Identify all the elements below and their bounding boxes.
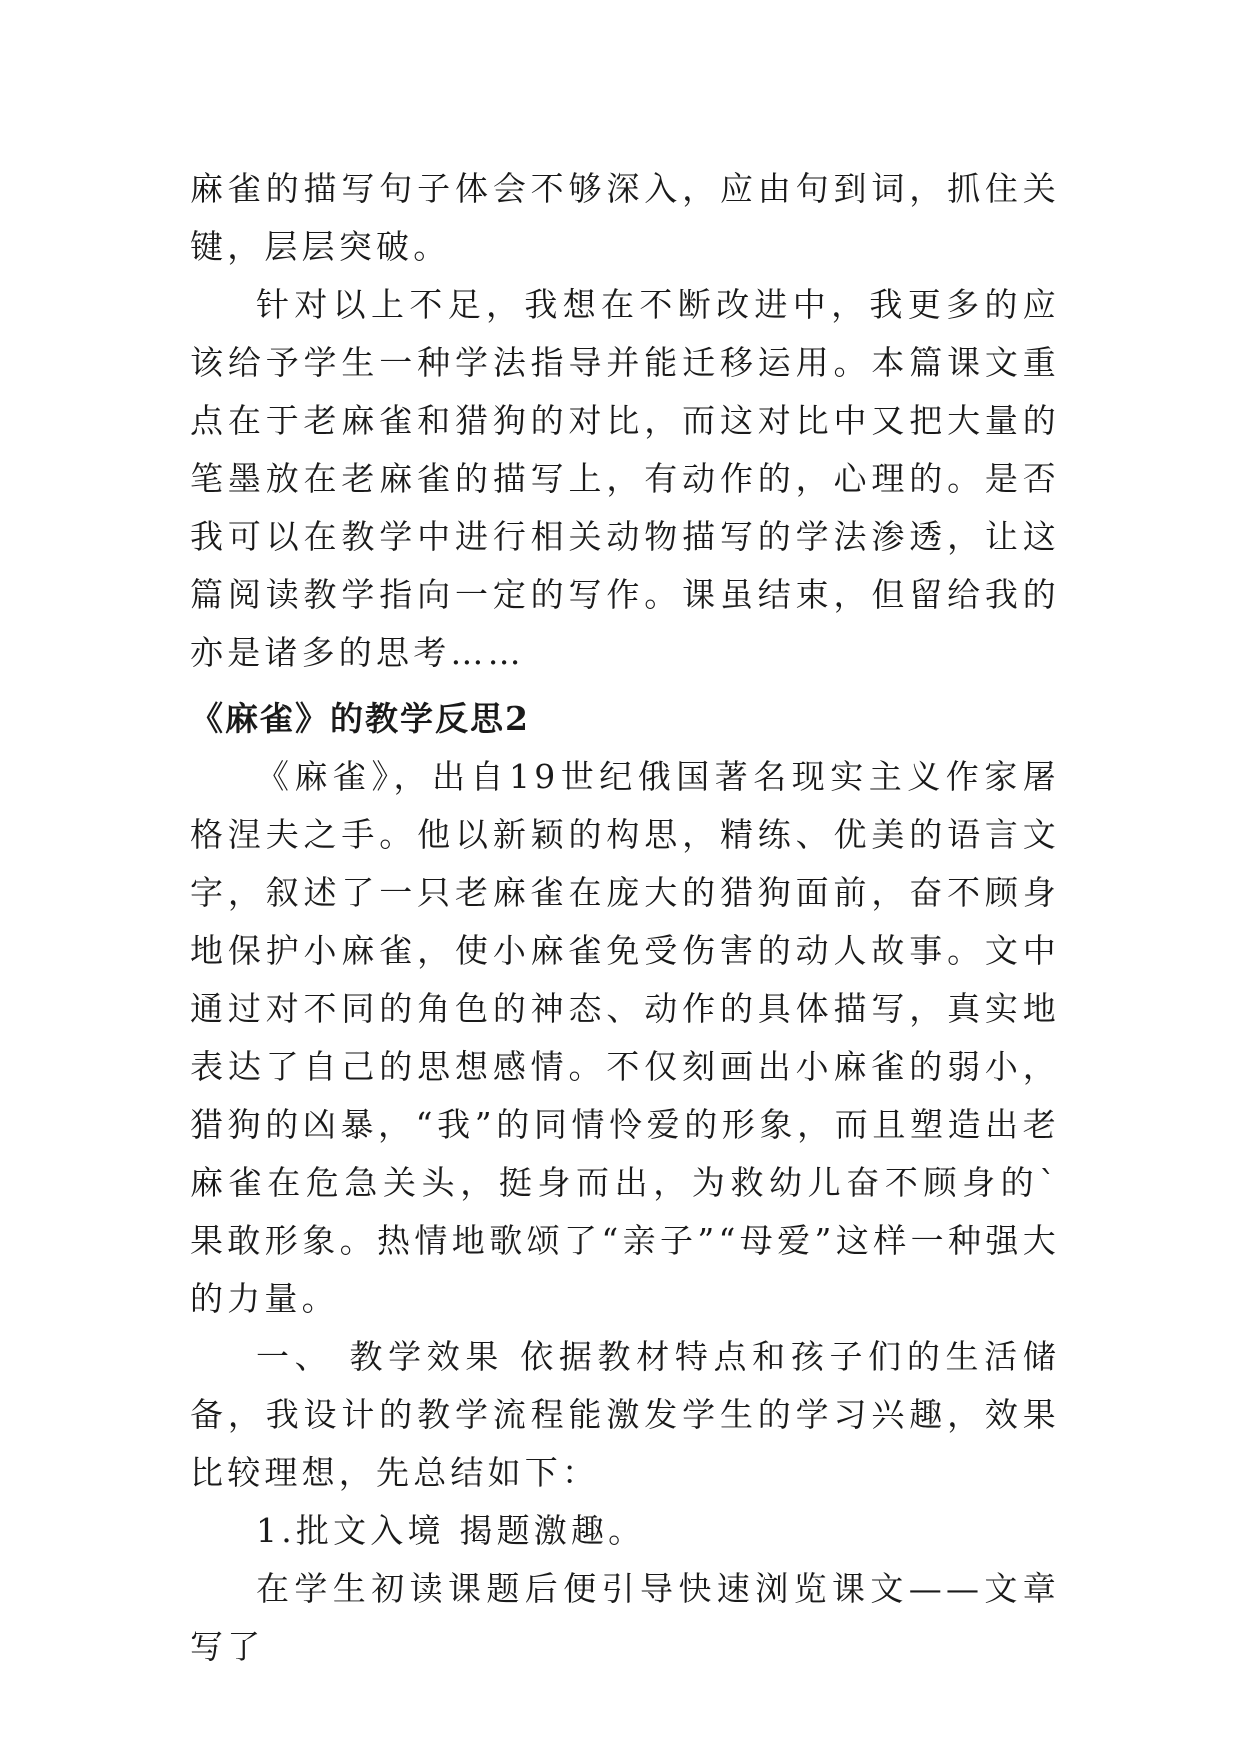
paragraph-6: 在学生初读课题后便引导快速浏览课文——文章写了 — [190, 1569, 1060, 1666]
section-1-body — [190, 160, 1060, 682]
paragraph-2: 针对以上不足，我想在不断改进中，我更多的应该给予学生一种学法指导并能迁移运用。本篇课文重点在于老麻雀和猎狗的对比，而这对比中又把大量的笔墨放在老麻雀的描写上，有动作的，心理的。是否我可以在教学中进行相关动物描写的学法渗透，让这篇阅读教学指向一定的写作。课虽结束，但留给我的亦是诸多的思考…… — [190, 285, 1060, 672]
section-heading: 《麻雀》的教学反思2 — [190, 699, 530, 738]
section-2-body — [190, 748, 1060, 1676]
paragraph-3: 《麻雀》，出自19世纪俄国著名现实主义作家屠格涅夫之手。他以新颖的构思，精练、优美的语言文字，叙述了一只老麻雀在庞大的猎狗面前，奋不顾身地保护小麻雀，使小麻雀免受伤害的动人故事。文中通过对不同的角色的神态、动作的具体描写，真实地表达了自己的思想感情。不仅刻画出小麻雀的弱小，猎狗的凶暴，“我”的同情怜爱的形象，而且塑造出老麻雀在危急关头，挺身而出，为救幼儿奋不顾身的`果敢形象。热情地歌颂了“亲子”“母爱”这样一种强大的力量。 — [190, 757, 1060, 1318]
paragraph-5: 1.批文入境 揭题激趣。 — [256, 1511, 646, 1550]
paragraph-1: 麻雀的描写句子体会不够深入，应由句到词，抓住关键，层层突破。 — [190, 169, 1060, 266]
paragraph-4: 一、 教学效果 依据教材特点和孩子们的生活储备，我设计的教学流程能激发学生的学习兴趣，效果比较理想，先总结如下： — [190, 1337, 1060, 1492]
